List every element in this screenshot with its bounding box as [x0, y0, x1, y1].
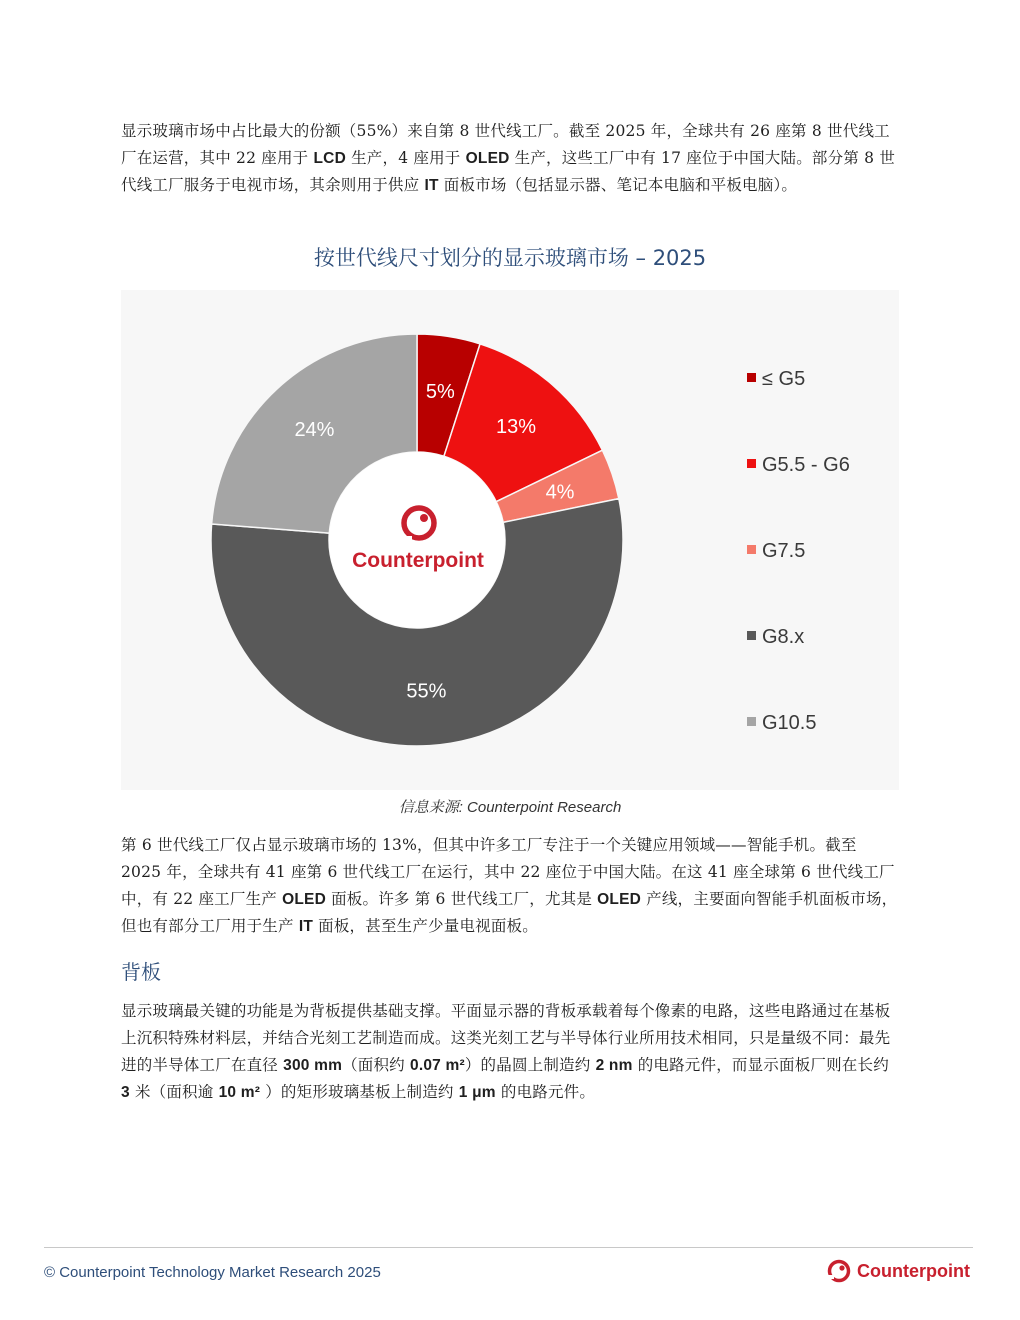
- slice-data-label: 4%: [545, 481, 575, 504]
- slice-data-label: 24%: [294, 419, 335, 442]
- text-run: ）的晶圆上制造约: [464, 1056, 596, 1074]
- legend-item: [747, 626, 804, 649]
- legend-swatch: [747, 545, 756, 554]
- slice-data-label: 55%: [406, 680, 447, 703]
- footer-logo-text: Counterpoint: [857, 1260, 970, 1281]
- legend-swatch: [747, 631, 756, 640]
- chart-title: 按世代线尺寸划分的显示玻璃市场 – 2025: [313, 246, 707, 270]
- bold-term: IT: [424, 177, 439, 194]
- bold-term: 300 mm: [283, 1057, 343, 1074]
- text-run: 面板市场（包括显示器、笔记本电脑和平板电脑）。: [438, 176, 798, 194]
- bold-term: 3: [121, 1084, 130, 1101]
- legend-item: [747, 454, 850, 477]
- text-run: ）的矩形玻璃基板上制造约: [260, 1083, 459, 1101]
- legend-swatch: [747, 717, 756, 726]
- donut-chart-panel: [121, 290, 899, 790]
- bold-term: OLED: [282, 891, 326, 908]
- legend-label: ≤ G5: [762, 368, 806, 390]
- bold-term: LCD: [313, 150, 346, 167]
- slice-data-label: 13%: [496, 416, 537, 439]
- text-run: 的电路元件，而显示面板厂则在长约: [632, 1056, 889, 1074]
- legend-item: [747, 712, 816, 735]
- legend-item: [747, 368, 805, 391]
- bold-term: OLED: [597, 891, 642, 908]
- footer-logo: [826, 1257, 970, 1285]
- text-run: 的电路元件。: [495, 1083, 596, 1101]
- slice-data-label: 5%: [425, 380, 455, 403]
- counterpoint-logo-icon: [826, 1258, 852, 1284]
- text-run: 第 6 世代线工厂仅占显示玻璃市场的 13%，但其中许多工厂专注于一个关键应用领域——智能手机。截至 2025 年，全球共有 41 座第 6 世代线工厂在运行，其中 22 座位于中国大陆。在这 41 座全球第 6 世代线工厂中，有 22 座工厂生产: [121, 836, 895, 908]
- bold-term: 2 nm: [595, 1057, 633, 1074]
- bold-term: OLED: [465, 150, 510, 167]
- legend-swatch: [747, 459, 756, 468]
- text-run: 显示玻璃市场中占比最大的份额（55%）来自第 8 世代线工厂。截至 2025 年，全球共有 26 座第 8 世代线工厂在运营，其中 22 座用于: [121, 122, 890, 167]
- backplane-paragraph: [121, 998, 899, 1106]
- text-run: 产线，主要面向智能手机面板市场，但也有部分工厂用于生产: [121, 890, 898, 935]
- legend-label: G7.5: [762, 540, 806, 562]
- text-run: 显示玻璃最关键的功能是为背板提供基础支撑。平面显示器的背板承载着每个像素的电路，这些电路通过在基板上沉积特殊材料层，并结合光刻工艺制造而成。这类光刻工艺与半导体行业所用技术相同，只是量级不同：最先进的半导体工厂在直径: [121, 1002, 891, 1074]
- bold-term: 10 m²: [218, 1084, 261, 1101]
- bold-term: 1 μm: [458, 1084, 496, 1101]
- legend-swatch: [747, 373, 756, 382]
- chart-source: 信息来源: Counterpoint Research: [398, 799, 622, 816]
- section-heading-backplane: 背板: [121, 960, 161, 984]
- text-run: 面板，甚至生产少量电视面板。: [313, 917, 538, 935]
- legend-label: G10.5: [762, 712, 817, 734]
- text-run: 生产，这些工厂中有 17 座位于中国大陆。部分第 8 世代线工厂服务于电视市场，其余则用于供应: [121, 149, 896, 194]
- text-run: 面板。许多 第 6 世代线工厂，尤其是: [325, 890, 598, 908]
- legend-label: G5.5 - G6: [762, 454, 850, 476]
- gen6-paragraph: [121, 832, 899, 940]
- bold-term: 0.07 m²: [410, 1057, 465, 1074]
- text-run: （面积约: [342, 1056, 411, 1074]
- intro-paragraph: [121, 118, 899, 199]
- text-run: 生产，4 座用于: [345, 149, 466, 167]
- text-run: 米（面积逾: [129, 1083, 219, 1101]
- center-logo-text: Counterpoint: [352, 549, 484, 572]
- legend-item: [747, 540, 805, 563]
- donut-chart: [121, 290, 721, 790]
- legend-label: G8.x: [762, 626, 805, 648]
- bold-term: IT: [298, 918, 314, 935]
- footer-divider: [44, 1247, 973, 1248]
- footer-copyright: © Counterpoint Technology Market Research 2025: [44, 1264, 381, 1281]
